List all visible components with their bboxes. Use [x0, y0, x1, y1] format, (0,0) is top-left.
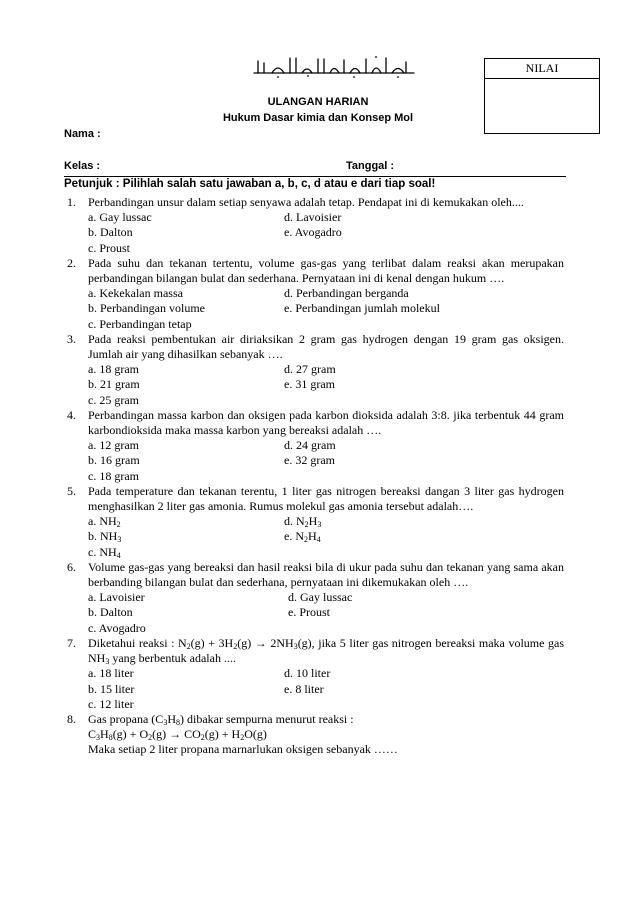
question-number: 6.	[67, 559, 76, 574]
option-e: e. Avogadro	[284, 225, 342, 240]
option-a: a. $NH_2$	[88, 514, 121, 530]
option-d: d. 10 liter	[284, 666, 331, 681]
option-a: a. 18 gram	[88, 362, 139, 377]
tanggal-label: Tanggal :	[346, 160, 395, 172]
question-text: Gas propana $(C_3H_8)$ dibakar sempurna menurut reaksi :	[88, 711, 354, 727]
option-c: c. Avogadro	[88, 620, 146, 635]
question-5	[64, 484, 564, 560]
basmala-calligraphy	[250, 53, 418, 79]
exam-title: ULANGAN HARIAN	[267, 96, 369, 108]
nilai-divider	[485, 78, 599, 79]
header-divider	[64, 176, 566, 177]
question-list	[64, 195, 564, 758]
option-e: e. 31 gram	[284, 377, 335, 392]
option-b: b. 21 gram	[88, 377, 140, 392]
question-6	[64, 560, 564, 636]
question-number: 8.	[67, 711, 76, 726]
option-a: a. Kekekalan massa	[88, 286, 183, 301]
option-d: d. 24 gram	[284, 438, 336, 453]
instructions: Petunjuk : Pilihlah salah satu jawaban a, b, c, d atau e dari tiap soal!	[64, 178, 436, 190]
option-c: c. Perbandingan tetap	[88, 316, 192, 331]
kelas-label: Kelas :	[64, 160, 101, 172]
question-number: 3.	[67, 331, 76, 346]
question-prompt: Maka setiap 2 liter propana marnarlukan oksigen sebanyak ……	[88, 742, 398, 757]
question-8	[64, 712, 564, 758]
option-d: d. Gay lussac	[288, 590, 353, 605]
option-e: e. Perbandingan jumlah molekul	[284, 301, 440, 316]
option-c: c. Proust	[88, 240, 130, 255]
question-2	[64, 256, 564, 332]
nama-label: Nama :	[64, 128, 101, 140]
option-d: d. 27 gram	[284, 362, 336, 377]
option-a: a. Gay lussac	[88, 210, 152, 225]
option-c: c. 25 gram	[88, 392, 139, 407]
question-text: Volume gas-gas yang bereaksi dan hasil reaksi bila di ukur pada suhu dan tekanan yang sama akan berbanding bilangan bulat dan sederhana, pernyataan ini dikemukakan oleh ….	[88, 559, 564, 590]
nilai-label: NILAI	[525, 61, 559, 75]
option-b: b. Dalton	[88, 225, 133, 240]
question-number: 4.	[67, 407, 76, 422]
option-d: d. Perbandingan berganda	[284, 286, 409, 301]
reaction-equation: $C_3H_8(g) + O_2(g) \to CO_2(g) + H_2O(g)$	[88, 727, 267, 743]
option-b: b. $NH_3$	[88, 529, 122, 545]
option-a: a. Lavoisier	[88, 590, 145, 605]
question-4	[64, 408, 564, 484]
option-b: b. 15 liter	[88, 681, 135, 696]
option-e: e. $N_2H_4$	[284, 529, 321, 545]
option-b: b. Dalton	[88, 605, 133, 620]
question-number: 5.	[67, 483, 76, 498]
question-3	[64, 332, 564, 408]
question-text: Perbandingan massa karbon dan oksigen pada karbon dioksida adalah 3:8. jika terbentuk 44 gram karbondioksida maka massa karbon yang bereaksi adalah ….	[88, 407, 564, 438]
option-b: b. Perbandingan volume	[88, 301, 205, 316]
question-1	[64, 195, 564, 256]
question-text: Pada reaksi pembentukan air diriaksikan 2 gram gas hydrogen dengan 19 gram gas oksigen. Jumlah air yang dihasilkan sebanyak ….	[88, 331, 564, 362]
question-7	[64, 636, 564, 712]
option-a: a. 18 liter	[88, 666, 134, 681]
question-number: 2.	[67, 255, 76, 270]
option-d: d. Lavoisier	[284, 210, 342, 225]
option-b: b. 16 gram	[88, 453, 140, 468]
option-c: c. 12 liter	[88, 696, 134, 711]
exam-subtitle: Hukum Dasar kimia dan Konsep Mol	[222, 112, 414, 124]
question-text: Perbandingan unsur dalam setiap senyawa adalah tetap. Pendapat ini di kemukakan oleh....	[88, 195, 524, 209]
question-number: 1.	[67, 195, 76, 209]
question-text: Pada suhu dan tekanan tertentu, volume gas-gas yang terlibat dalam reaksi akan merupakan perbandingan bilangan bulat dan sederhana. Pernyataan ini di kenal dengan hukum ….	[88, 255, 564, 286]
option-e: e. 32 gram	[284, 453, 335, 468]
option-e: e. 8 liter	[284, 681, 324, 696]
question-text: Diketahui reaksi : $N_2(g) + 3H_2(g) \to 2NH_3(g)$, jika 5 liter gas nitrogen bereaksi maka volume gas $NH_3$ yang berbentuk adalah ....	[88, 635, 564, 667]
question-text: Pada temperature dan tekanan terentu, 1 liter gas nitrogen bereaksi dangan 3 liter gas hydrogen menghasilkan 2 liter gas amonia. Rumus molekul gas amonia tersebut adalah….	[88, 483, 564, 514]
option-d: d. $N_2H_3$	[284, 514, 322, 530]
option-e: e. Proust	[288, 605, 330, 620]
question-number: 7.	[67, 635, 76, 650]
option-c: c. 18 gram	[88, 468, 139, 483]
option-a: a. 12 gram	[88, 438, 139, 453]
option-c: c. $NH_4$	[88, 544, 121, 560]
